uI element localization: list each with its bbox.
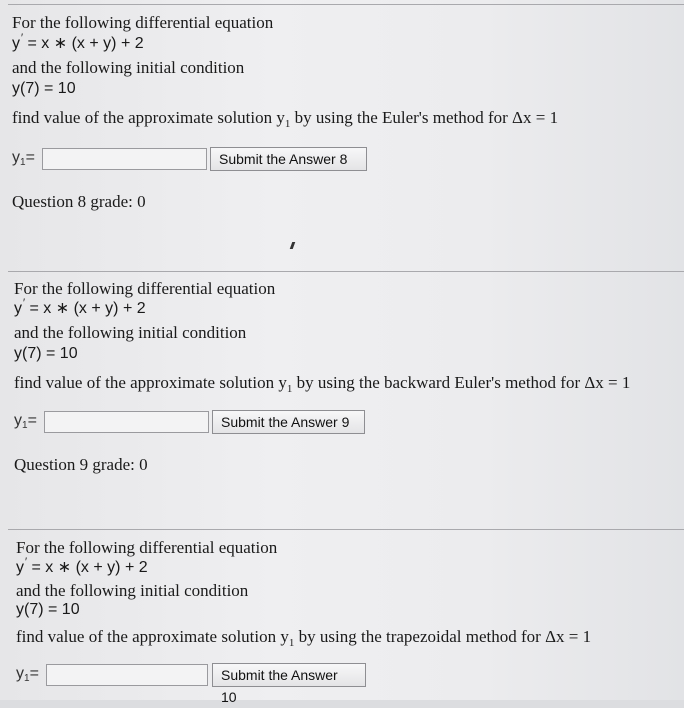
question-divider [8,271,684,272]
submit-answer-9-button[interactable]: Submit the Answer 9 [212,410,365,434]
answer-input-10[interactable] [46,664,208,686]
cursor-mark [290,242,296,249]
question-intro: For the following differential equation [12,13,274,32]
question-grade: Question 9 grade: 0 [14,455,148,474]
initial-condition: y(7) = 10 [14,345,78,362]
differential-equation: y′ = x ∗ (x + y) + 2 [16,556,148,576]
answer-input-9[interactable] [44,411,209,433]
question-divider [8,529,684,530]
answer-label: y1= [14,412,37,431]
top-divider [8,4,684,5]
initial-condition: y(7) = 10 [16,601,80,618]
differential-equation: y′ = x ∗ (x + y) + 2 [14,297,146,317]
answer-row [12,148,372,172]
answer-input-8[interactable] [42,148,207,170]
question-task: find value of the approximate solution $y_1$ by using the backward Euler's method for Δx = 1 [14,373,631,395]
submit-answer-8-button[interactable]: Submit the Answer 8 [210,147,367,171]
question-task: find value of the approximate solution $y_1$ by using the Euler's method for Δx = 1 [12,108,559,130]
question-grade: Question 8 grade: 0 [12,192,146,211]
condition-intro: and the following initial condition [16,581,249,600]
answer-label: y1= [12,149,35,168]
condition-intro: and the following initial condition [12,58,245,77]
question-intro: For the following differential equation [14,279,276,298]
submit-answer-10-button[interactable]: Submit the Answer 10 [212,663,366,687]
answer-label: y1= [16,665,39,684]
answer-row [16,664,376,705]
question-intro: For the following differential equation [16,538,278,557]
question-task: find value of the approximate solution $y_1$ by using the trapezoidal method for Δx = 1 [16,627,592,649]
answer-row [14,411,374,435]
condition-intro: and the following initial condition [14,323,247,342]
differential-equation: y′ = x ∗ (x + y) + 2 [12,32,144,52]
initial-condition: y(7) = 10 [12,80,76,97]
